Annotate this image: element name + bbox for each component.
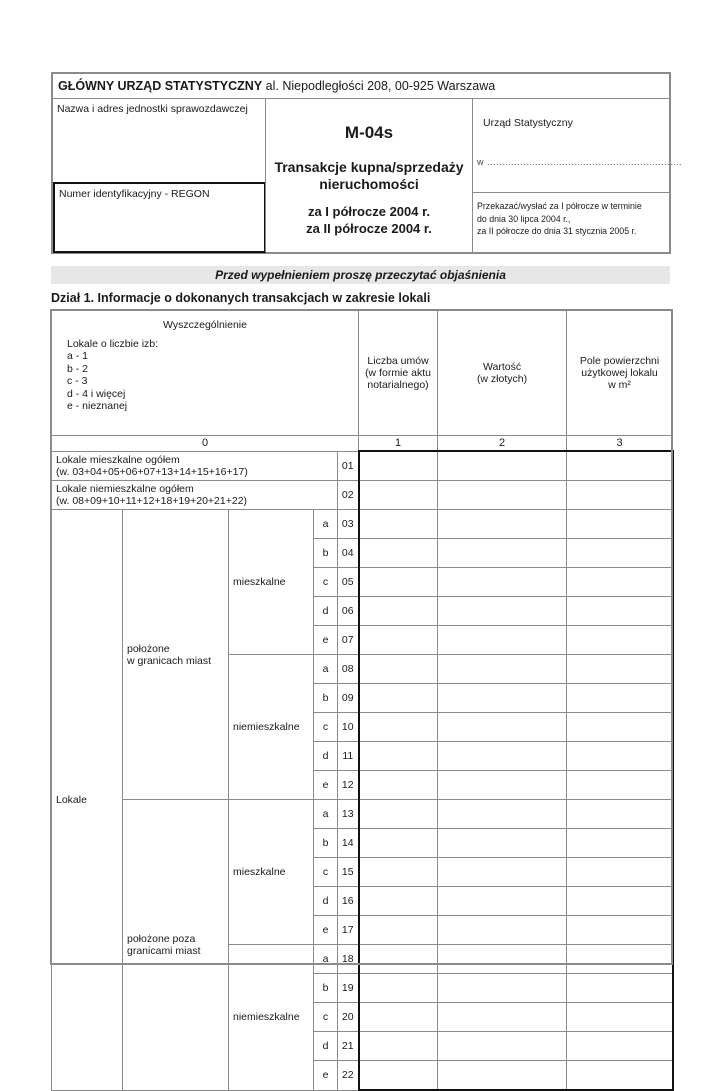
room-letter: d: [314, 742, 338, 771]
row-number: 16: [338, 887, 359, 916]
room-letter: a: [314, 945, 338, 974]
input-cell-contracts[interactable]: [359, 887, 438, 916]
room-letter: b: [314, 684, 338, 713]
input-cell-area[interactable]: [567, 655, 673, 684]
location-label-outside-cities: [123, 800, 229, 1091]
input-cell-area[interactable]: [567, 481, 673, 510]
row-number: 07: [338, 626, 359, 655]
input-cell-contracts[interactable]: [359, 597, 438, 626]
input-cell-value[interactable]: [438, 1003, 567, 1032]
input-cell-area[interactable]: [567, 597, 673, 626]
input-cell-area[interactable]: [567, 539, 673, 568]
row-number: 21: [338, 1032, 359, 1061]
input-cell-value[interactable]: [438, 539, 567, 568]
table-row-13: [52, 800, 673, 829]
input-cell-value[interactable]: [438, 974, 567, 1003]
input-cell-contracts[interactable]: [359, 742, 438, 771]
input-cell-value[interactable]: [438, 568, 567, 597]
column-number-row: [52, 436, 673, 452]
table-header-row: [52, 311, 673, 436]
location-line-2: w granicach miast: [127, 654, 212, 667]
row-number: 18: [338, 945, 359, 974]
period-line-2: za II półrocze 2004 r.: [306, 221, 432, 236]
input-cell-contracts[interactable]: [359, 713, 438, 742]
form-title-line-2: nieruchomości: [319, 176, 419, 192]
table-row-02: [52, 481, 673, 510]
row-number: 14: [338, 829, 359, 858]
input-cell-area[interactable]: [567, 916, 673, 945]
input-cell-area[interactable]: [567, 1003, 673, 1032]
location-line-2: granicami miast: [127, 944, 201, 957]
col1-line-2: (w formie aktu: [365, 367, 431, 379]
input-cell-contracts[interactable]: [359, 1061, 438, 1091]
input-cell-contracts[interactable]: [359, 539, 438, 568]
col1-line-1: Liczba umów: [367, 355, 429, 367]
total-nonresidential-label: [52, 481, 338, 510]
room-letter: c: [314, 568, 338, 597]
input-cell-area[interactable]: [567, 945, 673, 974]
regon-field[interactable]: [53, 182, 266, 253]
form-title-block: [265, 99, 473, 252]
input-cell-value[interactable]: [438, 945, 567, 974]
location-line-1: położone poza: [127, 932, 196, 945]
input-cell-area[interactable]: [567, 451, 673, 481]
deadline-line-2: do dnia 30 lipca 2004 r.,: [477, 213, 571, 224]
input-cell-contracts[interactable]: [359, 800, 438, 829]
rooms-legend-b: b - 2: [67, 362, 89, 375]
room-letter: e: [314, 916, 338, 945]
input-cell-contracts[interactable]: [359, 945, 438, 974]
room-letter: a: [314, 800, 338, 829]
row-number: 04: [338, 539, 359, 568]
input-cell-value[interactable]: [438, 858, 567, 887]
input-cell-area[interactable]: [567, 626, 673, 655]
input-cell-value[interactable]: [438, 655, 567, 684]
total-residential-title: Lokale mieszkalne ogółem: [56, 453, 180, 466]
row-number: 08: [338, 655, 359, 684]
row-number: 01: [338, 451, 359, 481]
rooms-legend-a: a - 1: [67, 350, 89, 362]
location-line-1: położone: [127, 642, 170, 655]
room-letter: c: [314, 713, 338, 742]
input-cell-value[interactable]: [438, 510, 567, 539]
row-number: 20: [338, 1003, 359, 1032]
form-code: M-04s: [344, 123, 394, 142]
statistical-office-label: Urząd Statystyczny: [483, 117, 573, 129]
rooms-legend-title: Lokale o liczbie izb:: [67, 337, 159, 350]
room-letter: d: [314, 1032, 338, 1061]
room-letter: b: [314, 829, 338, 858]
input-cell-value[interactable]: [438, 829, 567, 858]
column-number-1: 1: [359, 436, 438, 452]
total-residential-formula: (w. 03+04+05+06+07+13+14+15+16+17): [56, 465, 248, 478]
input-cell-contracts[interactable]: [359, 1032, 438, 1061]
room-letter: a: [314, 655, 338, 684]
row-number: 19: [338, 974, 359, 1003]
group-label-lokale: Lokale: [52, 510, 123, 1091]
input-cell-area[interactable]: [567, 713, 673, 742]
row-number: 22: [338, 1061, 359, 1091]
input-cell-value[interactable]: [438, 713, 567, 742]
instructions-banner: Przed wypełnieniem proszę przeczytać objaśnienia: [51, 266, 670, 284]
row-number: 03: [338, 510, 359, 539]
input-cell-contracts[interactable]: [359, 1003, 438, 1032]
room-letter: e: [314, 626, 338, 655]
row-number: 11: [338, 742, 359, 771]
row-number: 15: [338, 858, 359, 887]
input-cell-value[interactable]: [438, 597, 567, 626]
row-number: 06: [338, 597, 359, 626]
total-residential-label: [52, 451, 338, 481]
input-cell-value[interactable]: [438, 626, 567, 655]
input-cell-contracts[interactable]: [359, 684, 438, 713]
col3-line-2: użytkowej lokalu: [581, 367, 658, 379]
rooms-legend-e: e - nieznanej: [67, 400, 128, 412]
form-title: [266, 159, 472, 193]
statistical-office-location: w .................................................................: [477, 157, 683, 167]
deadline-line-1: Przekazać/wysłać za I półrocze w terminie: [477, 201, 642, 211]
input-cell-area[interactable]: [567, 974, 673, 1003]
input-cell-area[interactable]: [567, 800, 673, 829]
input-cell-value[interactable]: [438, 481, 567, 510]
input-cell-value[interactable]: [438, 916, 567, 945]
row-number: 13: [338, 800, 359, 829]
institution-line: [53, 74, 669, 99]
form-header: [51, 72, 683, 254]
input-cell-contracts[interactable]: [359, 974, 438, 1003]
specification-header: [52, 311, 359, 436]
statistical-office-field[interactable]: [473, 99, 683, 193]
row-number: 09: [338, 684, 359, 713]
reporting-unit-name-field[interactable]: [53, 99, 265, 185]
input-cell-area[interactable]: [567, 510, 673, 539]
location-label-within-cities: [123, 510, 229, 800]
input-cell-value[interactable]: [438, 800, 567, 829]
section-title: Dział 1. Informacje o dokonanych transakcjach w zakresie lokali: [51, 291, 431, 305]
input-cell-area[interactable]: [567, 771, 673, 800]
input-cell-value[interactable]: [438, 887, 567, 916]
form-title-line-1: Transakcje kupna/sprzedaży: [274, 159, 464, 175]
input-cell-area[interactable]: [567, 568, 673, 597]
input-cell-contracts[interactable]: [359, 481, 438, 510]
input-cell-area[interactable]: [567, 742, 673, 771]
specification-title: Wyszczególnienie: [163, 319, 247, 331]
input-cell-area[interactable]: [567, 887, 673, 916]
period-line-1: za I półrocze 2004 r.: [307, 204, 431, 219]
table-row-03: [52, 510, 673, 539]
room-letter: b: [314, 539, 338, 568]
input-cell-contracts[interactable]: [359, 655, 438, 684]
input-cell-contracts[interactable]: [359, 568, 438, 597]
column-header-contracts: [359, 311, 438, 436]
column-number-3: 3: [567, 436, 673, 452]
row-number: 12: [338, 771, 359, 800]
room-letter: a: [314, 510, 338, 539]
regon-label: Numer identyfikacyjny - REGON: [59, 188, 210, 200]
col2-line-1: Wartość: [482, 361, 522, 373]
input-cell-contracts[interactable]: [359, 771, 438, 800]
column-header-area: [567, 311, 673, 436]
input-cell-contracts[interactable]: [359, 829, 438, 858]
column-number-0: 0: [52, 436, 359, 452]
rooms-legend-d: d - 4 i więcej: [67, 387, 126, 400]
input-cell-area[interactable]: [567, 684, 673, 713]
total-nonresidential-formula: (w. 08+09+10+11+12+18+19+20+21+22): [56, 495, 248, 507]
deadline-line-3: za II półrocze do dnia 31 stycznia 2005 r.: [477, 226, 637, 236]
input-cell-area[interactable]: [567, 829, 673, 858]
transactions-table: [51, 310, 674, 1091]
input-cell-value[interactable]: [438, 742, 567, 771]
input-cell-value[interactable]: [438, 1032, 567, 1061]
col3-line-1: Pole powierzchni: [579, 355, 660, 367]
rooms-legend-c: c - 3: [67, 375, 88, 387]
row-number: 17: [338, 916, 359, 945]
room-letter: c: [314, 858, 338, 887]
input-cell-contracts[interactable]: [359, 916, 438, 945]
room-letter: d: [314, 597, 338, 626]
institution-name: GŁÓWNY URZĄD STATYSTYCZNY: [58, 79, 263, 93]
input-cell-value[interactable]: [438, 771, 567, 800]
type-label-nonresidential: niemieszkalne: [229, 945, 314, 1091]
room-letter: e: [314, 1061, 338, 1091]
form-period: [266, 203, 472, 237]
total-nonresidential-title: Lokale niemieszkalne ogółem: [56, 483, 194, 495]
table-row-01: [52, 451, 673, 481]
input-cell-area[interactable]: [567, 1061, 673, 1091]
room-letter: e: [314, 771, 338, 800]
deadline-info: [473, 193, 669, 252]
input-cell-contracts[interactable]: [359, 858, 438, 887]
column-number-2: 2: [438, 436, 567, 452]
input-cell-contracts[interactable]: [359, 510, 438, 539]
row-number: 02: [338, 481, 359, 510]
input-cell-value[interactable]: [438, 1061, 567, 1091]
col1-line-3: notarialnego): [367, 379, 429, 391]
input-cell-contracts[interactable]: [359, 451, 438, 481]
type-label-residential: mieszkalne: [229, 800, 314, 945]
row-number: 10: [338, 713, 359, 742]
input-cell-contracts[interactable]: [359, 626, 438, 655]
type-label-residential: mieszkalne: [229, 510, 314, 655]
room-letter: c: [314, 1003, 338, 1032]
col3-line-3: w m²: [608, 379, 631, 391]
input-cell-value[interactable]: [438, 684, 567, 713]
institution-address: al. Niepodległości 208, 00-925 Warszawa: [262, 79, 496, 93]
input-cell-area[interactable]: [567, 858, 673, 887]
room-letter: d: [314, 887, 338, 916]
row-number: 05: [338, 568, 359, 597]
input-cell-value[interactable]: [438, 451, 567, 481]
reporting-unit-name-label: Nazwa i adres jednostki sprawozdawczej: [57, 103, 248, 115]
col2-line-2: (w złotych): [476, 373, 528, 385]
room-letter: b: [314, 974, 338, 1003]
column-header-value: [438, 311, 567, 436]
input-cell-area[interactable]: [567, 1032, 673, 1061]
type-label-nonresidential: niemieszkalne: [229, 655, 314, 800]
